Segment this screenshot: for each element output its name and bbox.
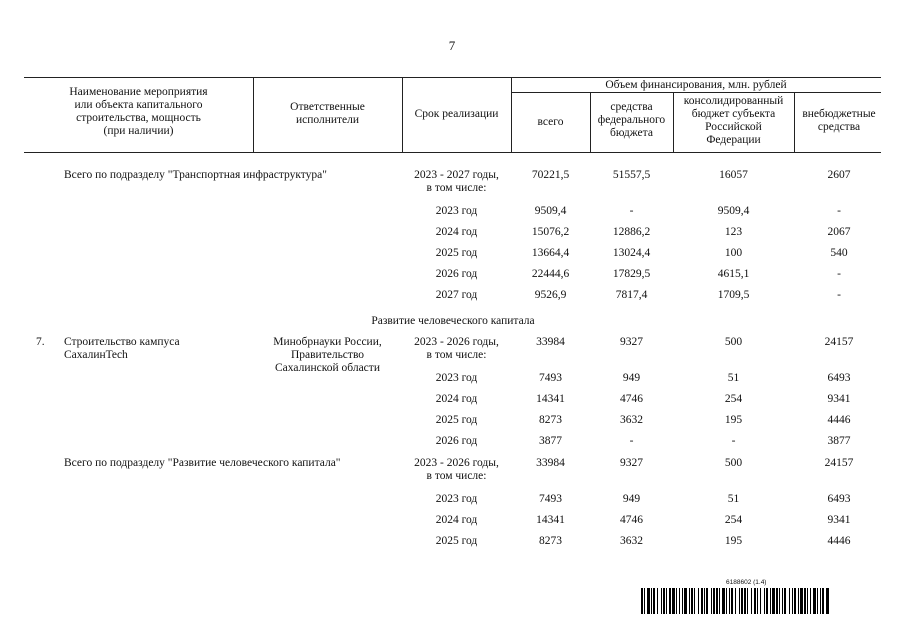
- barcode-bar: [719, 588, 720, 614]
- cell-total: 14341: [536, 393, 565, 405]
- cell-term: 2025 год: [435, 535, 478, 547]
- cell-consolidated: 4615,1: [717, 268, 750, 280]
- barcode-bar: [653, 588, 655, 614]
- barcode-bar: [731, 588, 733, 614]
- cell-consolidated: 254: [724, 393, 743, 405]
- cell-term: 2024 год: [435, 226, 478, 238]
- barcode-bar: [641, 588, 643, 614]
- barcode-bar: [691, 588, 693, 614]
- cell-extra: 4446: [827, 535, 851, 547]
- cell-total: 33984: [536, 457, 565, 469]
- cell-extra: 2067: [827, 226, 851, 238]
- row-name: Всего по подразделу "Транспортная инфраструктура": [64, 169, 327, 181]
- header-col-total: всего: [537, 116, 564, 128]
- cell-federal: 3632: [620, 414, 643, 426]
- barcode-bar: [704, 588, 705, 614]
- barcode-bar: [647, 588, 650, 614]
- cell-consolidated: 500: [724, 336, 743, 348]
- cell-consolidated: 195: [724, 535, 743, 547]
- cell-total: 7493: [539, 372, 562, 384]
- cell-federal: -: [629, 205, 634, 217]
- cell-term: 2023 год: [435, 372, 478, 384]
- cell-consolidated: 254: [724, 514, 743, 526]
- cell-federal: 4746: [620, 514, 643, 526]
- cell-extra: 9341: [827, 514, 851, 526]
- cell-federal: -: [629, 435, 634, 447]
- cell-extra: 24157: [824, 457, 854, 469]
- barcode-bar: [666, 588, 667, 614]
- barcode-bar: [770, 588, 771, 614]
- cell-consolidated: 100: [724, 247, 743, 259]
- section-heading: Развитие человеческого капитала: [371, 315, 535, 327]
- cell-federal: 949: [622, 372, 641, 384]
- cell-consolidated: 195: [724, 414, 743, 426]
- cell-federal: 4746: [620, 393, 643, 405]
- cell-term: 2023 год: [435, 493, 478, 505]
- barcode-bar: [766, 588, 768, 614]
- barcode-bar: [682, 588, 683, 614]
- barcode-image: [641, 588, 881, 614]
- cell-extra: -: [837, 289, 841, 301]
- cell-total: 9509,4: [534, 205, 567, 217]
- barcode-bar: [706, 588, 708, 614]
- barcode-bar: [807, 588, 808, 614]
- barcode-bar: [744, 588, 746, 614]
- cell-federal: 9327: [620, 457, 643, 469]
- barcode-bar: [735, 588, 736, 614]
- cell-total: 70221,5: [531, 169, 570, 181]
- cell-term: 2026 год: [435, 435, 478, 447]
- barcode-bar: [760, 588, 761, 614]
- cell-term: 2023 - 2026 годы, в том числе:: [414, 457, 499, 482]
- cell-total: 8273: [539, 414, 562, 426]
- cell-consolidated: 16057: [719, 169, 748, 181]
- barcode-bar: [679, 588, 680, 614]
- barcode-bar: [784, 588, 786, 614]
- cell-consolidated: 123: [724, 226, 743, 238]
- barcode-bar: [813, 588, 816, 614]
- cell-term: 2023 - 2026 годы, в том числе:: [414, 336, 499, 361]
- barcode-bar: [751, 588, 752, 614]
- cell-extra: 4446: [827, 414, 851, 426]
- barcode-bar: [657, 588, 658, 614]
- cell-extra: 24157: [824, 336, 854, 348]
- barcode-bar: [794, 588, 796, 614]
- barcode-bar: [804, 588, 806, 614]
- barcode-bar: [672, 588, 675, 614]
- cell-total: 9526,9: [534, 289, 567, 301]
- header-bottom-rule: [24, 152, 881, 153]
- cell-federal: 3632: [620, 535, 643, 547]
- cell-term: 2023 - 2027 годы, в том числе:: [414, 169, 499, 194]
- barcode-bar: [663, 588, 665, 614]
- barcode-bar: [669, 588, 671, 614]
- header-col-federal: средства федерального бюджета: [597, 101, 666, 139]
- barcode-bar: [822, 588, 824, 614]
- barcode-bar: [694, 588, 695, 614]
- row-name: Строительство кампуса СахалинTech: [64, 336, 180, 361]
- cell-federal: 7817,4: [615, 289, 648, 301]
- barcode-bar: [722, 588, 725, 614]
- cell-consolidated: 500: [724, 457, 743, 469]
- barcode-bar: [689, 588, 690, 614]
- cell-extra: 6493: [827, 372, 851, 384]
- page-number: 7: [448, 38, 456, 53]
- header-funding-title: Объем финансирования, млн. рублей: [605, 79, 787, 91]
- barcode-bar: [782, 588, 783, 614]
- barcode-bar: [741, 588, 743, 614]
- cell-consolidated: -: [731, 435, 736, 447]
- barcode-bar: [757, 588, 758, 614]
- cell-extra: 3877: [827, 435, 851, 447]
- cell-total: 8273: [539, 535, 562, 547]
- cell-federal: 12886,2: [612, 226, 651, 238]
- cell-extra: 540: [830, 247, 848, 259]
- cell-consolidated: 51: [727, 493, 740, 505]
- header-col-consolidated: консолидированный бюджет субъекта Российской Федерации: [683, 95, 784, 146]
- cell-federal: 949: [622, 493, 641, 505]
- barcode-bar: [798, 588, 799, 614]
- header-col-executors: Ответственные исполнители: [290, 101, 365, 126]
- cell-consolidated: 1709,5: [717, 289, 750, 301]
- barcode-bar: [776, 588, 778, 614]
- cell-total: 13664,4: [531, 247, 570, 259]
- barcode-bar: [729, 588, 730, 614]
- cell-term: 2026 год: [435, 268, 478, 280]
- cell-total: 33984: [536, 336, 565, 348]
- barcode-bar: [661, 588, 662, 614]
- barcode-bar: [779, 588, 780, 614]
- barcode-bar: [698, 588, 699, 614]
- cell-total: 7493: [539, 493, 562, 505]
- barcode-bar: [772, 588, 775, 614]
- barcode-bar: [716, 588, 718, 614]
- barcode-bar: [789, 588, 790, 614]
- barcode-bar: [701, 588, 703, 614]
- barcode-bar: [739, 588, 740, 614]
- cell-term: 2025 год: [435, 247, 478, 259]
- cell-term: 2024 год: [435, 393, 478, 405]
- barcode-bar: [684, 588, 687, 614]
- cell-federal: 13024,4: [612, 247, 651, 259]
- barcode-bar: [817, 588, 818, 614]
- cell-total: 14341: [536, 514, 565, 526]
- cell-term: 2025 год: [435, 414, 478, 426]
- cell-term: 2024 год: [435, 514, 478, 526]
- barcode-bar: [713, 588, 715, 614]
- cell-total: 15076,2: [531, 226, 570, 238]
- funding-subheader-rule: [511, 92, 881, 93]
- barcode-bar: [810, 588, 811, 614]
- barcode-label: 6188602 (1.4): [726, 579, 767, 586]
- barcode-bar: [644, 588, 645, 614]
- barcode-bar: [826, 588, 829, 614]
- cell-extra: -: [837, 205, 841, 217]
- barcode-bar: [800, 588, 803, 614]
- cell-federal: 51557,5: [612, 169, 651, 181]
- cell-total: 22444,6: [531, 268, 570, 280]
- barcode-bar: [764, 588, 765, 614]
- cell-extra: -: [837, 268, 841, 280]
- row-number: 7.: [36, 336, 45, 348]
- barcode-bar: [676, 588, 677, 614]
- header-col-term: Срок реализации: [414, 108, 499, 120]
- cell-term: 2027 год: [435, 289, 478, 301]
- header-col-name: Наименование мероприятия или объекта капитального строительства, мощность (при наличии): [69, 86, 208, 137]
- barcode-bar: [754, 588, 756, 614]
- row-executors: Минобрнауки России, Правительство Сахалинской области: [273, 336, 382, 374]
- barcode-bar: [651, 588, 652, 614]
- cell-extra: 6493: [827, 493, 851, 505]
- cell-extra: 9341: [827, 393, 851, 405]
- cell-extra: 2607: [827, 169, 851, 181]
- cell-federal: 17829,5: [612, 268, 651, 280]
- barcode-bar: [792, 588, 793, 614]
- header-col-extrabudget: внебюджетные средства: [802, 108, 876, 133]
- table-top-rule: [24, 77, 881, 78]
- barcode-bar: [820, 588, 821, 614]
- barcode-bar: [711, 588, 712, 614]
- cell-term: 2023 год: [435, 205, 478, 217]
- cell-total: 3877: [539, 435, 562, 447]
- barcode-bar: [747, 588, 748, 614]
- cell-federal: 9327: [620, 336, 643, 348]
- row-name: Всего по подразделу "Развитие человеческого капитала": [64, 457, 341, 469]
- cell-consolidated: 9509,4: [717, 205, 750, 217]
- cell-consolidated: 51: [727, 372, 740, 384]
- barcode-bar: [726, 588, 727, 614]
